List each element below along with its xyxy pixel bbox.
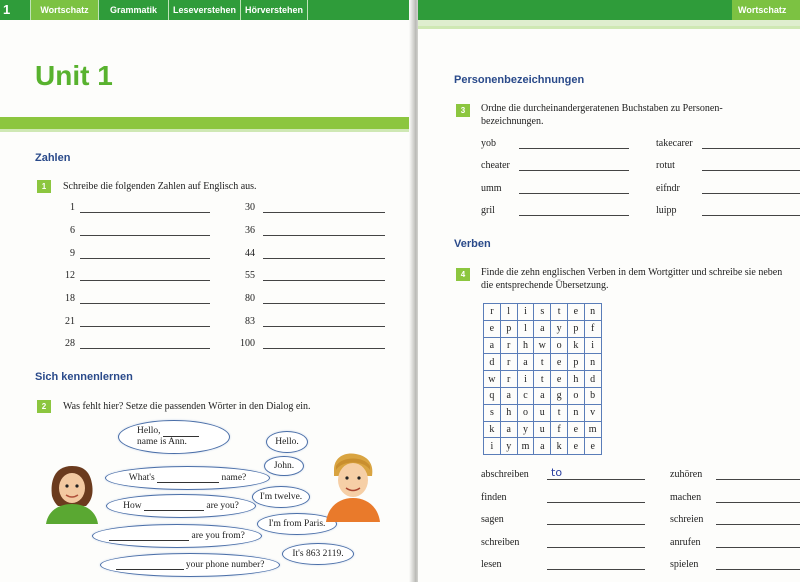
handwritten-answer: to — [551, 466, 563, 479]
grid-row — [484, 438, 602, 455]
anagram-word: eifndr — [656, 183, 680, 194]
anagram-word: takecarer — [656, 138, 693, 149]
grid-letter[interactable]: a — [534, 320, 551, 337]
answer-line[interactable] — [519, 193, 629, 194]
number-label: 21 — [65, 316, 75, 327]
answer-line[interactable] — [702, 170, 800, 171]
grid-letter[interactable]: s — [534, 304, 551, 321]
bubble-text-part: your phone number? — [185, 559, 265, 570]
anagram-row — [481, 138, 496, 152]
answer-line[interactable] — [263, 326, 385, 327]
grid-row — [484, 354, 602, 371]
heading-verben: Verben — [454, 238, 491, 250]
grid-letter[interactable]: e — [584, 438, 601, 455]
exercise-number-3: 3 — [456, 104, 470, 117]
answer-line[interactable] — [80, 258, 210, 259]
anagram-word: cheater — [481, 160, 510, 171]
answer-line[interactable] — [716, 502, 800, 503]
speech-bubble — [282, 543, 354, 565]
fill-blank[interactable] — [109, 532, 189, 541]
answer-line[interactable] — [263, 258, 385, 259]
grid-letter[interactable]: h — [517, 337, 534, 354]
fill-blank[interactable] — [157, 474, 219, 483]
fill-blank[interactable] — [144, 502, 204, 511]
number-label: 55 — [245, 270, 255, 281]
unit-tab-number: 1 — [3, 2, 11, 17]
number-label: 9 — [70, 248, 75, 259]
grid-letter[interactable]: t — [551, 304, 568, 321]
number-label: 28 — [65, 338, 75, 349]
anagram-row — [656, 183, 680, 197]
grid-row — [484, 371, 602, 388]
answer-line[interactable] — [547, 524, 645, 525]
unit-divider-bar — [0, 117, 412, 129]
grid-letter[interactable]: a — [534, 387, 551, 404]
answer-line[interactable] — [702, 193, 800, 194]
grid-letter[interactable]: e — [567, 304, 584, 321]
answer-line[interactable] — [80, 235, 210, 236]
number-label: 18 — [65, 293, 75, 304]
grid-letter[interactable]: u — [534, 421, 551, 438]
answer-line[interactable] — [547, 569, 645, 570]
exercise-4-instruction-line1: Finde die zehn englischen Verben in dem Wortgitter und schreibe sie neben — [481, 267, 783, 278]
grid-row — [484, 387, 602, 404]
answer-line[interactable] — [80, 326, 210, 327]
grid-letter[interactable]: a — [534, 438, 551, 455]
number-label: 44 — [245, 248, 255, 259]
bubble-text-part: are you? — [206, 500, 239, 511]
grid-letter[interactable]: d — [584, 371, 601, 388]
number-label: 83 — [245, 316, 255, 327]
answer-line[interactable] — [547, 479, 645, 480]
grid-letter[interactable]: w — [484, 371, 501, 388]
grid-letter[interactable]: m — [517, 438, 534, 455]
answer-line[interactable] — [263, 212, 385, 213]
grid-letter[interactable]: n — [584, 354, 601, 371]
verb-row — [481, 514, 504, 528]
number-label: 6 — [70, 225, 75, 236]
grid-letter[interactable]: t — [534, 371, 551, 388]
exercise-4-instruction-line2: die entsprechende Übersetzung. — [481, 280, 609, 291]
grid-letter[interactable]: y — [551, 320, 568, 337]
right-page — [418, 0, 800, 582]
grid-row — [484, 304, 602, 321]
grid-letter[interactable]: h — [500, 404, 517, 421]
grid-letter[interactable]: p — [500, 320, 517, 337]
answer-line[interactable] — [263, 235, 385, 236]
number-label: 1 — [70, 202, 75, 213]
grid-letter[interactable]: b — [584, 387, 601, 404]
answer-line[interactable] — [80, 303, 210, 304]
grid-letter[interactable]: i — [517, 304, 534, 321]
anagram-row — [481, 183, 502, 197]
grid-letter[interactable]: t — [551, 404, 568, 421]
exercise-1-instruction: Schreibe die folgenden Zahlen auf Englisch aus. — [63, 181, 257, 192]
grid-letter[interactable]: e — [567, 421, 584, 438]
grid-letter[interactable]: c — [517, 387, 534, 404]
grid-letter[interactable]: p — [567, 354, 584, 371]
anagram-row — [656, 205, 677, 219]
number-label: 36 — [245, 225, 255, 236]
header-shadow — [418, 20, 800, 26]
answer-line[interactable] — [716, 547, 800, 548]
grid-letter[interactable]: l — [500, 304, 517, 321]
verb-word: abschreiben — [481, 469, 529, 480]
verb-row — [670, 537, 701, 551]
answer-line[interactable] — [263, 303, 385, 304]
answer-line[interactable] — [547, 547, 645, 548]
bubble-text: It's 863 2119. — [292, 548, 344, 559]
grid-letter[interactable]: r — [500, 354, 517, 371]
verb-row — [481, 469, 529, 483]
tab-hoerverstehen[interactable]: Hörverstehen — [240, 0, 308, 20]
anagram-row — [656, 160, 675, 174]
number-label: 80 — [245, 293, 255, 304]
fill-blank[interactable] — [163, 428, 199, 437]
grid-letter[interactable]: r — [484, 304, 501, 321]
grid-letter[interactable]: w — [534, 337, 551, 354]
number-label: 100 — [240, 338, 255, 349]
tab-leseverstehen[interactable]: Leseverstehen — [168, 0, 240, 20]
exercise-3-instruction-line1: Ordne die durcheinandergeratenen Buchstaben zu Personen- — [481, 103, 723, 114]
bubble-text-part: name is Ann. — [137, 437, 187, 447]
bubble-text-part: Hello, — [137, 426, 161, 436]
grid-row — [484, 404, 602, 421]
anagram-word: rotut — [656, 160, 675, 171]
exercise-2-instruction: Was fehlt hier? Setze die passenden Wörter in den Dialog ein. — [63, 401, 311, 412]
anagram-row — [481, 205, 495, 219]
verb-word: sagen — [481, 514, 504, 525]
grid-letter[interactable]: a — [517, 354, 534, 371]
answer-line[interactable] — [547, 502, 645, 503]
grid-letter[interactable]: g — [551, 387, 568, 404]
verb-row — [481, 492, 507, 506]
girl-illustration — [42, 462, 102, 524]
verb-word: finden — [481, 492, 507, 503]
grid-letter[interactable]: o — [567, 387, 584, 404]
unit-title: Unit 1 — [35, 60, 113, 91]
grid-letter[interactable]: f — [584, 320, 601, 337]
grid-letter[interactable]: e — [484, 320, 501, 337]
bubble-text — [137, 426, 199, 437]
grid-letter[interactable]: u — [534, 404, 551, 421]
tab-wortschatz[interactable]: Wortschatz — [30, 0, 98, 20]
right-tab-bar — [418, 0, 800, 20]
anagram-word: gril — [481, 205, 495, 216]
speech-bubble — [252, 486, 310, 508]
grid-letter[interactable]: r — [500, 337, 517, 354]
grid-letter[interactable]: y — [517, 421, 534, 438]
bubble-text: I'm twelve. — [259, 491, 303, 502]
verb-word: lesen — [481, 559, 502, 570]
grid-letter[interactable]: h — [567, 371, 584, 388]
bubble-text-part: are you from? — [191, 530, 245, 541]
anagram-row — [481, 160, 510, 174]
verb-word: schreien — [670, 514, 704, 525]
verb-row — [481, 537, 519, 551]
exercise-number-1: 1 — [37, 180, 51, 193]
bubble-text: John. — [273, 460, 295, 471]
speech-bubble — [105, 466, 270, 490]
grid-letter[interactable]: m — [584, 421, 601, 438]
anagram-word: umm — [481, 183, 502, 194]
grid-letter[interactable]: a — [500, 421, 517, 438]
answer-line[interactable] — [263, 280, 385, 281]
grid-letter[interactable]: k — [484, 421, 501, 438]
bubble-text-part: What's — [128, 472, 155, 483]
fill-blank[interactable] — [116, 561, 184, 570]
grid-letter[interactable]: e — [551, 371, 568, 388]
verb-row — [670, 492, 701, 506]
grid-letter[interactable]: a — [500, 387, 517, 404]
heading-zahlen: Zahlen — [35, 152, 71, 164]
anagram-word: yob — [481, 138, 496, 149]
bubble-text: Hello. — [275, 436, 299, 447]
grid-letter[interactable]: p — [567, 320, 584, 337]
grid-letter[interactable]: l — [517, 320, 534, 337]
grid-letter[interactable]: y — [500, 438, 517, 455]
anagram-word: luipp — [656, 205, 677, 216]
answer-line[interactable] — [519, 148, 629, 149]
verb-row — [670, 469, 702, 483]
verb-row — [670, 559, 698, 573]
bubble-text: I'm from Paris. — [268, 518, 326, 529]
answer-line[interactable] — [80, 348, 210, 349]
speech-bubble — [92, 524, 262, 548]
answer-line[interactable] — [716, 524, 800, 525]
grid-row — [484, 337, 602, 354]
grid-letter[interactable]: v — [584, 404, 601, 421]
number-label: 30 — [245, 202, 255, 213]
verb-row — [670, 514, 703, 528]
word-search-grid — [483, 303, 602, 455]
grid-row — [484, 421, 602, 438]
grid-letter[interactable]: d — [484, 354, 501, 371]
grid-letter[interactable]: i — [517, 371, 534, 388]
answer-line[interactable] — [702, 215, 800, 216]
answer-line[interactable] — [716, 569, 800, 570]
bubble-text-part: name? — [221, 472, 247, 483]
exercise-number-4: 4 — [456, 268, 470, 281]
boy-illustration — [322, 450, 384, 522]
number-label: 12 — [65, 270, 75, 281]
grid-letter[interactable]: q — [484, 387, 501, 404]
speech-bubble — [100, 553, 280, 577]
grid-letter[interactable]: o — [551, 337, 568, 354]
heading-sich-kennenlernen: Sich kennenlernen — [35, 371, 133, 383]
verb-word: anrufen — [670, 537, 701, 548]
verb-word: spielen — [670, 559, 699, 570]
exercise-3-instruction-line2: bezeichnungen. — [481, 116, 544, 127]
tab-grammatik[interactable]: Grammatik — [98, 0, 168, 20]
grid-letter[interactable]: t — [534, 354, 551, 371]
verb-word: zuhören — [670, 469, 703, 480]
grid-letter[interactable]: n — [567, 404, 584, 421]
grid-letter[interactable]: e — [551, 354, 568, 371]
verb-word: schreiben — [481, 537, 520, 548]
grid-letter[interactable]: s — [484, 404, 501, 421]
heading-personenbezeichnungen: Personenbezeichnungen — [454, 74, 585, 86]
answer-line[interactable] — [80, 280, 210, 281]
answer-line[interactable] — [716, 479, 800, 480]
grid-letter[interactable]: a — [484, 337, 501, 354]
verb-row — [481, 559, 502, 573]
grid-row — [484, 320, 602, 337]
speech-bubble — [118, 420, 230, 454]
exercise-number-2: 2 — [37, 400, 51, 413]
grid-letter[interactable]: k — [567, 337, 584, 354]
tab-wortschatz-right[interactable]: Wortschatz — [732, 0, 800, 20]
verb-word: machen — [670, 492, 702, 503]
anagram-row — [656, 138, 693, 152]
answer-line[interactable] — [702, 148, 800, 149]
grid-letter[interactable]: e — [567, 438, 584, 455]
left-tab-bar — [0, 0, 412, 20]
grid-letter[interactable]: i — [584, 337, 601, 354]
grid-letter[interactable]: n — [584, 304, 601, 321]
answer-line[interactable] — [80, 212, 210, 213]
answer-line[interactable] — [519, 170, 629, 171]
bubble-text-part: How — [123, 500, 142, 511]
speech-bubble — [266, 431, 308, 453]
grid-letter[interactable]: k — [551, 438, 568, 455]
grid-letter[interactable]: f — [551, 421, 568, 438]
answer-line[interactable] — [263, 348, 385, 349]
grid-letter[interactable]: o — [517, 404, 534, 421]
grid-letter[interactable]: r — [500, 371, 517, 388]
speech-bubble — [264, 456, 304, 476]
speech-bubble — [106, 494, 256, 518]
bubble-text — [137, 437, 187, 448]
grid-letter[interactable]: i — [484, 438, 501, 455]
answer-line[interactable] — [519, 215, 629, 216]
